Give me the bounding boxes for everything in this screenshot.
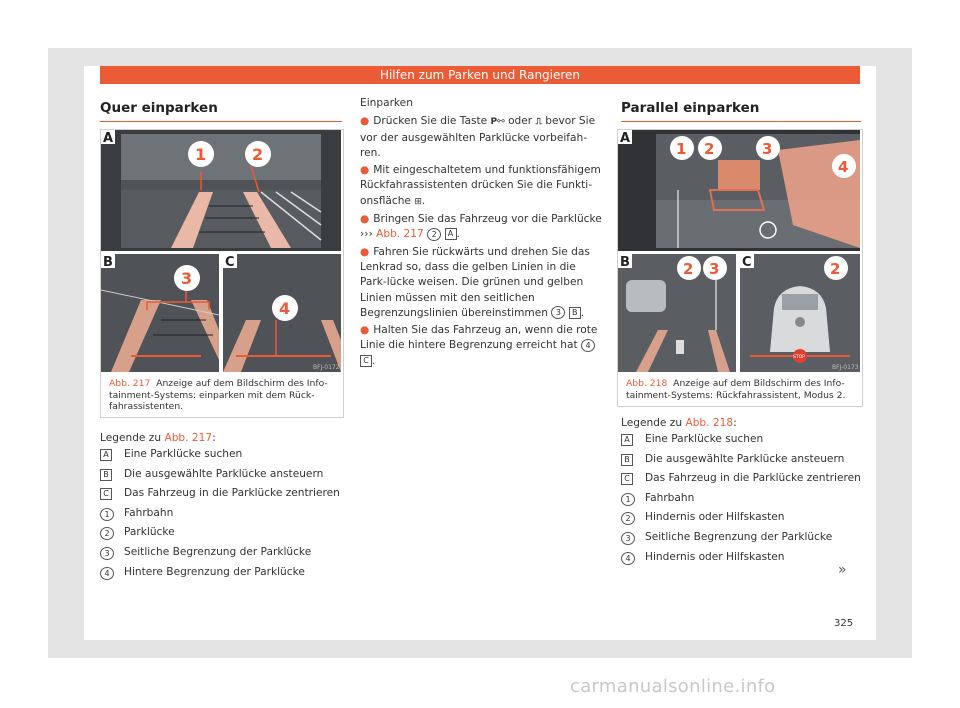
fig218-label-b: B: [620, 255, 630, 270]
legend-panel-badge: B: [621, 454, 633, 466]
legend-list-217: [100, 445, 350, 582]
section-title-quer: Quer einparken: [100, 100, 218, 116]
fig217-code: BFJ-0172: [313, 364, 340, 371]
legend-item: [621, 469, 871, 489]
legend-ref-link[interactable]: Abb. 217: [164, 432, 213, 444]
figure-217-image: [101, 130, 341, 372]
legend-label: Hindernis oder Hilfskasten: [645, 550, 785, 563]
legend-intro-218: [621, 416, 737, 431]
legend-prefix: Legende zu: [621, 417, 686, 429]
step-1: ● Drücken Sie die Taste P⚯ oder ⎍ bevor Sie vor der ausgewählten Parklücke vorbeifah-ren.: [360, 115, 596, 159]
legend-label: Eine Parklücke suchen: [645, 433, 764, 445]
legend-item: [621, 450, 871, 470]
bullet-icon: ●: [360, 115, 370, 128]
section-rule: [621, 121, 861, 122]
step-5: ● Halten Sie das Fahrzeug an, wenn die rote Linie die hintere Begrenzung erreicht hat 4 C .: [360, 324, 598, 367]
legend-callout-badge: 4: [100, 567, 114, 580]
step-2: ● Mit eingeschaltetem und funktionsfähigem Rückfahrassistenten drücken Sie die Funkti-onsfläche ⊞.: [360, 164, 601, 207]
fig217-label-a: A: [103, 131, 114, 146]
fig217-label-c: C: [225, 255, 235, 270]
panel-badge: B: [569, 307, 581, 319]
section-rule: [100, 121, 342, 122]
bullet-icon: ●: [360, 213, 370, 226]
page-number: 325: [834, 618, 854, 629]
legend-panel-badge: B: [100, 469, 112, 481]
fig218-label-a: A: [620, 131, 631, 146]
legend-label: Fahrbahn: [645, 491, 695, 504]
figure-218-image: [618, 130, 860, 372]
instructions-column: [360, 96, 605, 369]
legend-ref-link[interactable]: Abb. 218: [685, 417, 734, 429]
legend-callout-badge: 3: [100, 547, 114, 560]
cross-ref-arrows: ›››: [360, 228, 373, 241]
bullet-icon: ●: [360, 324, 370, 337]
parking-key-icon: P⚯: [490, 117, 505, 128]
legend-label: Die ausgewählte Parklücke ansteuern: [124, 467, 324, 480]
legend-callout-badge: 1: [100, 508, 114, 521]
chapter-header: Hilfen zum Parken und Rangieren: [100, 66, 860, 84]
panel-badge: A: [445, 228, 457, 240]
legend-callout-badge: 4: [621, 552, 635, 565]
legend-label: Fahrbahn: [124, 506, 174, 519]
legend-list-218: [621, 430, 871, 567]
legend-label: Die ausgewählte Parklücke ansteuern: [645, 452, 845, 465]
legend-suffix: :: [212, 432, 216, 444]
legend-prefix: Legende zu: [100, 432, 165, 444]
legend-callout-badge: 3: [621, 532, 635, 545]
fig218-num-1: 1: [676, 140, 687, 158]
caption-ref: Abb. 218: [626, 378, 668, 389]
legend-label: Eine Parklücke suchen: [124, 448, 243, 460]
legend-panel-badge: C: [100, 488, 112, 500]
caption-text: Anzeige auf dem Bildschirm des Info-tainment-Systems: Rückfahrassistent, Modus 2.: [626, 378, 846, 401]
legend-label: Das Fahrzeug in die Parklücke zentrieren: [124, 487, 340, 500]
legend-item: [621, 430, 871, 450]
legend-item: [100, 523, 350, 543]
legend-item: [100, 465, 350, 485]
fig218-label-c: C: [742, 255, 752, 270]
legend-panel-badge: C: [621, 473, 633, 485]
legend-item: [100, 445, 350, 465]
legend-label: Parklücke: [124, 526, 175, 539]
step-4: ● Fahren Sie rückwärts und drehen Sie das Lenkrad so, dass die gelben Linien in die Park-lücke weisen. Die grünen und gelben Linien müssen mit den seitlichen Begrenzungslinien übereinstimmen 3 B .: [360, 245, 590, 319]
fig217-num-1: 1: [195, 145, 207, 164]
bullet-icon: ●: [360, 245, 370, 258]
bullet-icon: ●: [360, 164, 370, 177]
legend-item: [100, 543, 350, 563]
legend-item: [100, 563, 350, 583]
legend-callout-badge: 2: [621, 512, 635, 525]
callout-badge: 2: [427, 228, 441, 241]
section-title-parallel: Parallel einparken: [621, 100, 760, 116]
fig218-num-3: 3: [762, 140, 773, 158]
step-3: ● Bringen Sie das Fahrzeug vor die Parklücke ››› Abb. 217 2 A .: [360, 213, 602, 241]
callout-badge: 3: [551, 306, 565, 319]
function-button-icon: ⊞: [414, 196, 422, 207]
fig218-code: BFJ-0173: [832, 364, 859, 371]
fig217-label-b: B: [103, 255, 113, 270]
fig217-num-3: 3: [181, 269, 193, 288]
panel-badge: C: [360, 355, 372, 367]
fig217-num-2: 2: [252, 145, 264, 164]
legend-label: Hindernis oder Hilfskasten: [645, 511, 785, 524]
legend-panel-badge: A: [621, 434, 633, 446]
legend-item: [621, 489, 871, 509]
fig218-num-4: 4: [838, 158, 849, 176]
fig217-num-4: 4: [279, 299, 291, 318]
legend-callout-badge: 1: [621, 493, 635, 506]
cross-ref-link[interactable]: Abb. 217: [376, 228, 424, 241]
fig218-num-2: 2: [704, 140, 715, 158]
caption-ref: Abb. 217: [109, 378, 151, 389]
fig218-stop-sign: STOP: [793, 355, 805, 360]
legend-panel-badge: A: [100, 449, 112, 461]
watermark: carmanualsonline.info: [570, 676, 776, 697]
legend-intro-217: [100, 431, 216, 446]
fig218-num-2b: 2: [683, 260, 694, 278]
fig218-num-3b: 3: [709, 260, 720, 278]
legend-item: [621, 528, 871, 548]
legend-item: [621, 508, 871, 528]
instructions-heading: Einparken: [360, 97, 413, 109]
parking-assist-key-icon: ⎍: [535, 117, 542, 128]
continued-mark: »: [838, 562, 847, 578]
legend-label: Seitliche Begrenzung der Parklücke: [645, 530, 833, 543]
legend-callout-badge: 2: [100, 527, 114, 540]
legend-item: [100, 484, 350, 504]
caption-text: Anzeige auf dem Bildschirm des Info-tainment-Systems: einparken mit dem Rück-fahrassistenten.: [109, 378, 328, 412]
legend-suffix: :: [733, 417, 737, 429]
figure-218-caption: [626, 378, 856, 401]
legend-item: [100, 504, 350, 524]
legend-label: Seitliche Begrenzung der Parklücke: [124, 545, 312, 558]
legend-label: Hintere Begrenzung der Parklücke: [124, 565, 305, 578]
legend-label: Das Fahrzeug in die Parklücke zentrieren: [645, 472, 861, 485]
figure-217-caption: [109, 378, 335, 413]
fig218-num-2c: 2: [830, 260, 841, 278]
callout-badge: 4: [581, 339, 595, 352]
legend-item: [621, 548, 871, 568]
